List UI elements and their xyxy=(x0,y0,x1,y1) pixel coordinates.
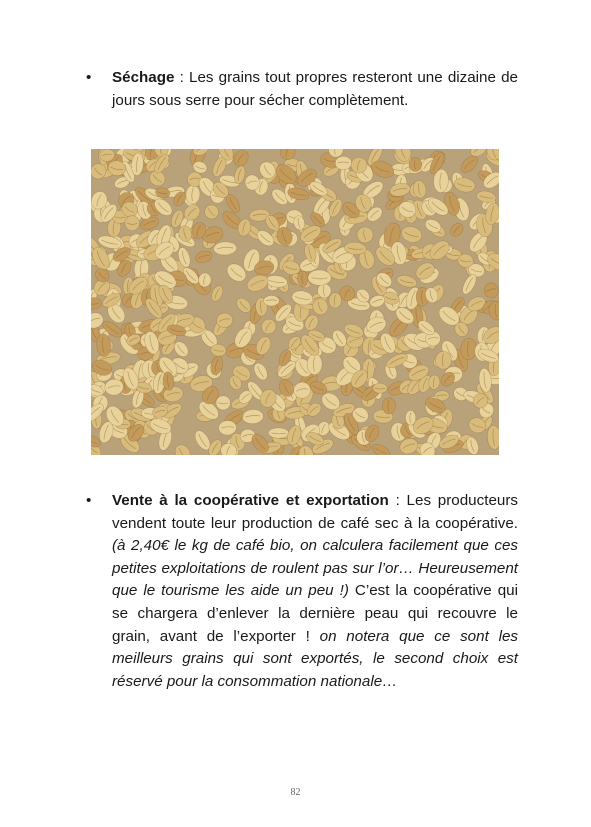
coffee-beans-photo xyxy=(91,149,499,455)
title-separator: : xyxy=(388,492,407,509)
bullet-body-part1: Les producteurs vendent toute leur production de café sec à la coopérative. xyxy=(112,492,518,532)
bullet-title: Séchage xyxy=(112,69,175,86)
bullet-item-vente xyxy=(86,490,518,693)
bullet-title: Vente à la coopérative et exportation xyxy=(112,492,389,509)
bullet-body: Les grains tout propres resteront une dizaine de jours sous serre pour sécher complètement. xyxy=(112,69,518,109)
bullet-body-italic1: (à 2,40€ le kg de café bio, on calculera facilement que ces petites exploitations de roulent pas sur l’or… Heureusement que le tourisme les aide un peu !) xyxy=(112,537,518,600)
bullet-body-part2: C’est la coopérative qui se chargera d’enlever la dernière peau qui recouvre le grain, avant de l’exporter ! xyxy=(112,582,518,645)
bullet-dot: • xyxy=(86,492,92,509)
bullet-dot: • xyxy=(86,69,92,86)
title-separator: : xyxy=(174,69,189,86)
bullet-text xyxy=(112,67,518,112)
bullet-body-italic2: on notera que ce sont les meilleurs grains qui sont exportés, le second choix est réservé pour la consommation nationale… xyxy=(112,627,518,690)
bullet-item-sechage xyxy=(86,67,518,112)
bullet-text xyxy=(112,490,518,693)
page-number: 82 xyxy=(290,787,301,798)
coffee-beans-illustration xyxy=(91,149,499,455)
